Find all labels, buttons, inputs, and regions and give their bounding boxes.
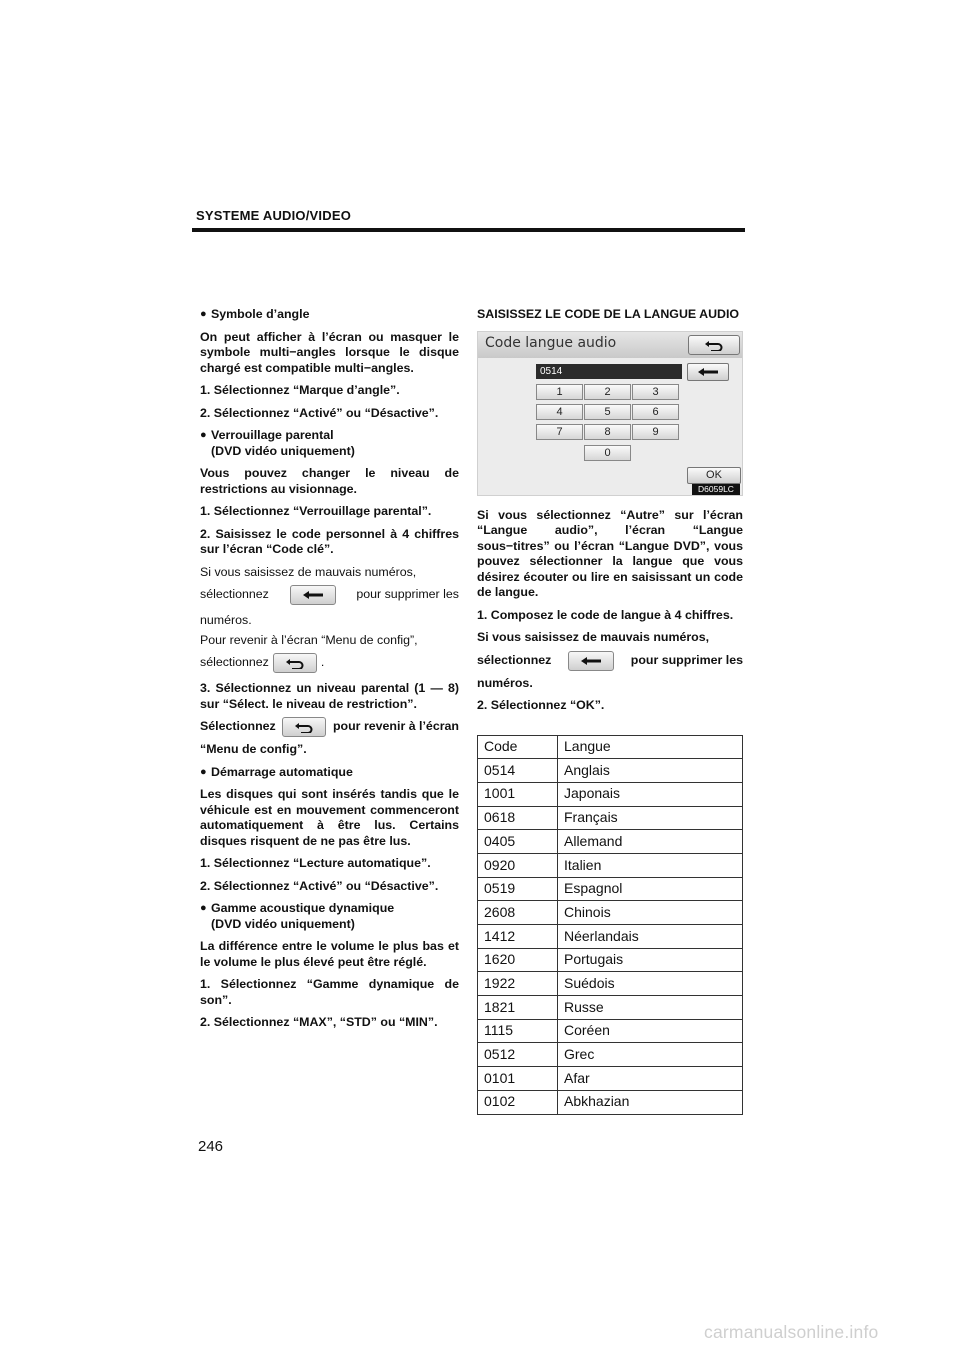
parental-step3: 3. Sélectionnez un niveau parental (1 — 8) sur “Sélect. le niveau de restriction”. (200, 681, 459, 711)
right-column (477, 307, 743, 1115)
language-code-cell: 0920 (478, 853, 558, 877)
table-row (478, 901, 743, 925)
return-icon (273, 653, 317, 673)
table-row (478, 925, 743, 949)
key-6[interactable]: 6 (632, 404, 679, 420)
language-name-cell: Grec (558, 1043, 743, 1067)
language-code-cell: 0519 (478, 877, 558, 901)
parental-note5a: sélectionnez (200, 655, 269, 670)
key-5[interactable]: 5 (584, 404, 631, 420)
bullet-dot-icon: ● (200, 308, 207, 320)
autoplay-step2: 2. Sélectionnez “Activé” ou “Désactive”. (200, 878, 439, 893)
key-1[interactable]: 1 (536, 384, 583, 400)
language-name-cell: Suédois (558, 972, 743, 996)
bullet-dynamic-sub: (DVD vidéo uniquement) (211, 916, 355, 931)
backspace-icon (290, 585, 336, 605)
header-rule (192, 228, 745, 232)
language-code-cell: 0101 (478, 1067, 558, 1091)
parental-step3b-a: Sélectionnez (200, 719, 276, 734)
dynamic-step2: 2. Sélectionnez “MAX”, “STD” ou “MIN”. (200, 1015, 438, 1029)
language-name-cell: Abkhazian (558, 1090, 743, 1114)
parental-note5b: . (320, 655, 325, 670)
language-code-cell: 1821 (478, 996, 558, 1020)
language-name-cell: Coréen (558, 1019, 743, 1043)
language-name-cell: Afar (558, 1067, 743, 1091)
key-4[interactable]: 4 (536, 404, 583, 420)
screen-title: Code langue audio (485, 334, 617, 351)
parental-intro: Vous pouvez changer le niveau de restrictions au visionnage. (200, 466, 459, 496)
language-code-cell: 1115 (478, 1019, 558, 1043)
table-row (478, 1019, 743, 1043)
parental-note5-line (200, 652, 459, 674)
bullet-autoplay (200, 765, 459, 781)
parental-note3: numéros. (200, 613, 252, 627)
parental-note2-line (200, 584, 459, 606)
key-7[interactable]: 7 (536, 424, 583, 440)
bullet-dot-icon: ● (200, 765, 207, 778)
language-table (477, 735, 743, 1115)
bullet-dynamic-label: Gamme acoustique dynamique (211, 901, 395, 915)
right-note2a: sélectionnez (477, 652, 552, 667)
parental-note2b: pour supprimer les (356, 587, 459, 602)
right-intro: Si vous sélectionnez “Autre” sur l’écran “Langue audio”, l’écran “Langue sous−titres” ou l’écran “Langue DVD”, vous pouvez sélectionner la langue que vous désirez écouter ou lire en saisissant un code de langue. (477, 507, 743, 599)
key-2[interactable]: 2 (584, 384, 631, 400)
language-code-cell: 1001 (478, 782, 558, 806)
watermark: carmanualsonline.info (704, 1322, 879, 1342)
table-row (478, 996, 743, 1020)
bullet-dot-icon: ● (200, 902, 207, 914)
table-header-row (478, 735, 743, 759)
language-name-cell: Italien (558, 853, 743, 877)
header-code: Code (478, 735, 558, 759)
angle-step1: 1. Sélectionnez “Marque d’angle”. (200, 383, 400, 397)
language-code-cell: 0102 (478, 1090, 558, 1114)
key-9[interactable]: 9 (632, 424, 679, 440)
image-code: D6059LC (692, 484, 740, 495)
bullet-parental-label: Verrouillage parental (211, 428, 334, 442)
language-code-cell: 1922 (478, 972, 558, 996)
language-name-cell: Anglais (558, 759, 743, 783)
code-input[interactable]: 0514 (536, 364, 682, 379)
language-code-cell: 1620 (478, 948, 558, 972)
angle-intro: On peut afficher à l’écran ou masquer le symbole multi−angles lorsque le disque chargé est compatible multi−angles. (200, 329, 459, 375)
return-icon (282, 717, 326, 737)
page-number: 246 (198, 1138, 224, 1155)
parental-step1: 1. Sélectionnez “Verrouillage parental”. (200, 504, 432, 518)
parental-step3c: “Menu de config”. (200, 742, 307, 756)
left-column (200, 307, 459, 1031)
dynamic-intro: La différence entre le volume le plus bas et le volume le plus élevé peut être réglé. (200, 939, 459, 969)
table-row (478, 1067, 743, 1091)
right-note2b: pour supprimer les (630, 652, 743, 667)
bullet-dynamic (200, 901, 459, 932)
table-row (478, 806, 743, 830)
parental-note4: Pour revenir à l’écran “Menu de config”, (200, 632, 418, 647)
table-row (478, 1090, 743, 1114)
language-name-cell: Japonais (558, 782, 743, 806)
bullet-dot-icon: ● (200, 429, 207, 441)
table-row (478, 759, 743, 783)
key-3[interactable]: 3 (632, 384, 679, 400)
table-row (478, 853, 743, 877)
dynamic-step1: 1. Sélectionnez “Gamme dynamique de son”. (200, 977, 459, 1007)
parental-step2: 2. Saisissez le code personnel à 4 chiffres sur l’écran “Code clé”. (200, 526, 459, 556)
right-note3: numéros. (477, 675, 533, 690)
language-name-cell: Espagnol (558, 877, 743, 901)
bullet-angle-label: Symbole d’angle (211, 307, 310, 321)
parental-step3b-line (200, 716, 459, 738)
screen-back-button[interactable] (688, 335, 740, 355)
bullet-angle (200, 307, 459, 323)
language-code-cell: 0514 (478, 759, 558, 783)
language-code-cell: 0405 (478, 830, 558, 854)
bullet-autoplay-label: Démarrage automatique (211, 764, 353, 779)
autoplay-step1: 1. Sélectionnez “Lecture automatique”. (200, 856, 431, 870)
ok-button[interactable]: OK (687, 467, 741, 484)
language-name-cell: Allemand (558, 830, 743, 854)
section-heading: SAISISSEZ LE CODE DE LA LANGUE AUDIO (477, 307, 740, 321)
right-step2: 2. Sélectionnez “OK”. (477, 698, 605, 712)
right-note1: Si vous saisissez de mauvais numéros, (477, 630, 710, 644)
parental-step3b-b: pour revenir à l’écran (332, 719, 459, 734)
language-name-cell: Portugais (558, 948, 743, 972)
language-code-cell: 2608 (478, 901, 558, 925)
autoplay-intro: Les disques qui sont insérés tandis que le véhicule est en mouvement commenceront automatiquement à être lus. Certains disques risquent de ne pas être lus. (200, 787, 459, 848)
language-code-cell: 0618 (478, 806, 558, 830)
header-title: SYSTEME AUDIO/VIDEO (196, 208, 352, 223)
table-row (478, 948, 743, 972)
language-name-cell: Néerlandais (558, 925, 743, 949)
language-name-cell: Chinois (558, 901, 743, 925)
language-code-cell: 0512 (478, 1043, 558, 1067)
table-row (478, 782, 743, 806)
backspace-icon (568, 651, 614, 671)
language-name-cell: Français (558, 806, 743, 830)
table-row (478, 830, 743, 854)
table-row (478, 877, 743, 901)
angle-step2: 2. Sélectionnez “Activé” ou “Désactive”. (200, 405, 439, 420)
screen-screenshot (477, 331, 743, 496)
table-row (478, 1043, 743, 1067)
bullet-parental-sub: (DVD vidéo uniquement) (211, 443, 355, 458)
header-language: Langue (558, 735, 743, 759)
language-code-cell: 1412 (478, 925, 558, 949)
screen-backspace-button[interactable] (687, 363, 729, 381)
parental-note1: Si vous saisissez de mauvais numéros, (200, 564, 417, 579)
table-row (478, 972, 743, 996)
parental-note2a: sélectionnez (200, 587, 269, 602)
right-note2-line (477, 650, 743, 672)
right-step1: 1. Composez le code de langue à 4 chiffres. (477, 607, 734, 622)
key-0[interactable]: 0 (584, 445, 631, 461)
language-name-cell: Russe (558, 996, 743, 1020)
key-8[interactable]: 8 (584, 424, 631, 440)
bullet-parental (200, 428, 459, 459)
